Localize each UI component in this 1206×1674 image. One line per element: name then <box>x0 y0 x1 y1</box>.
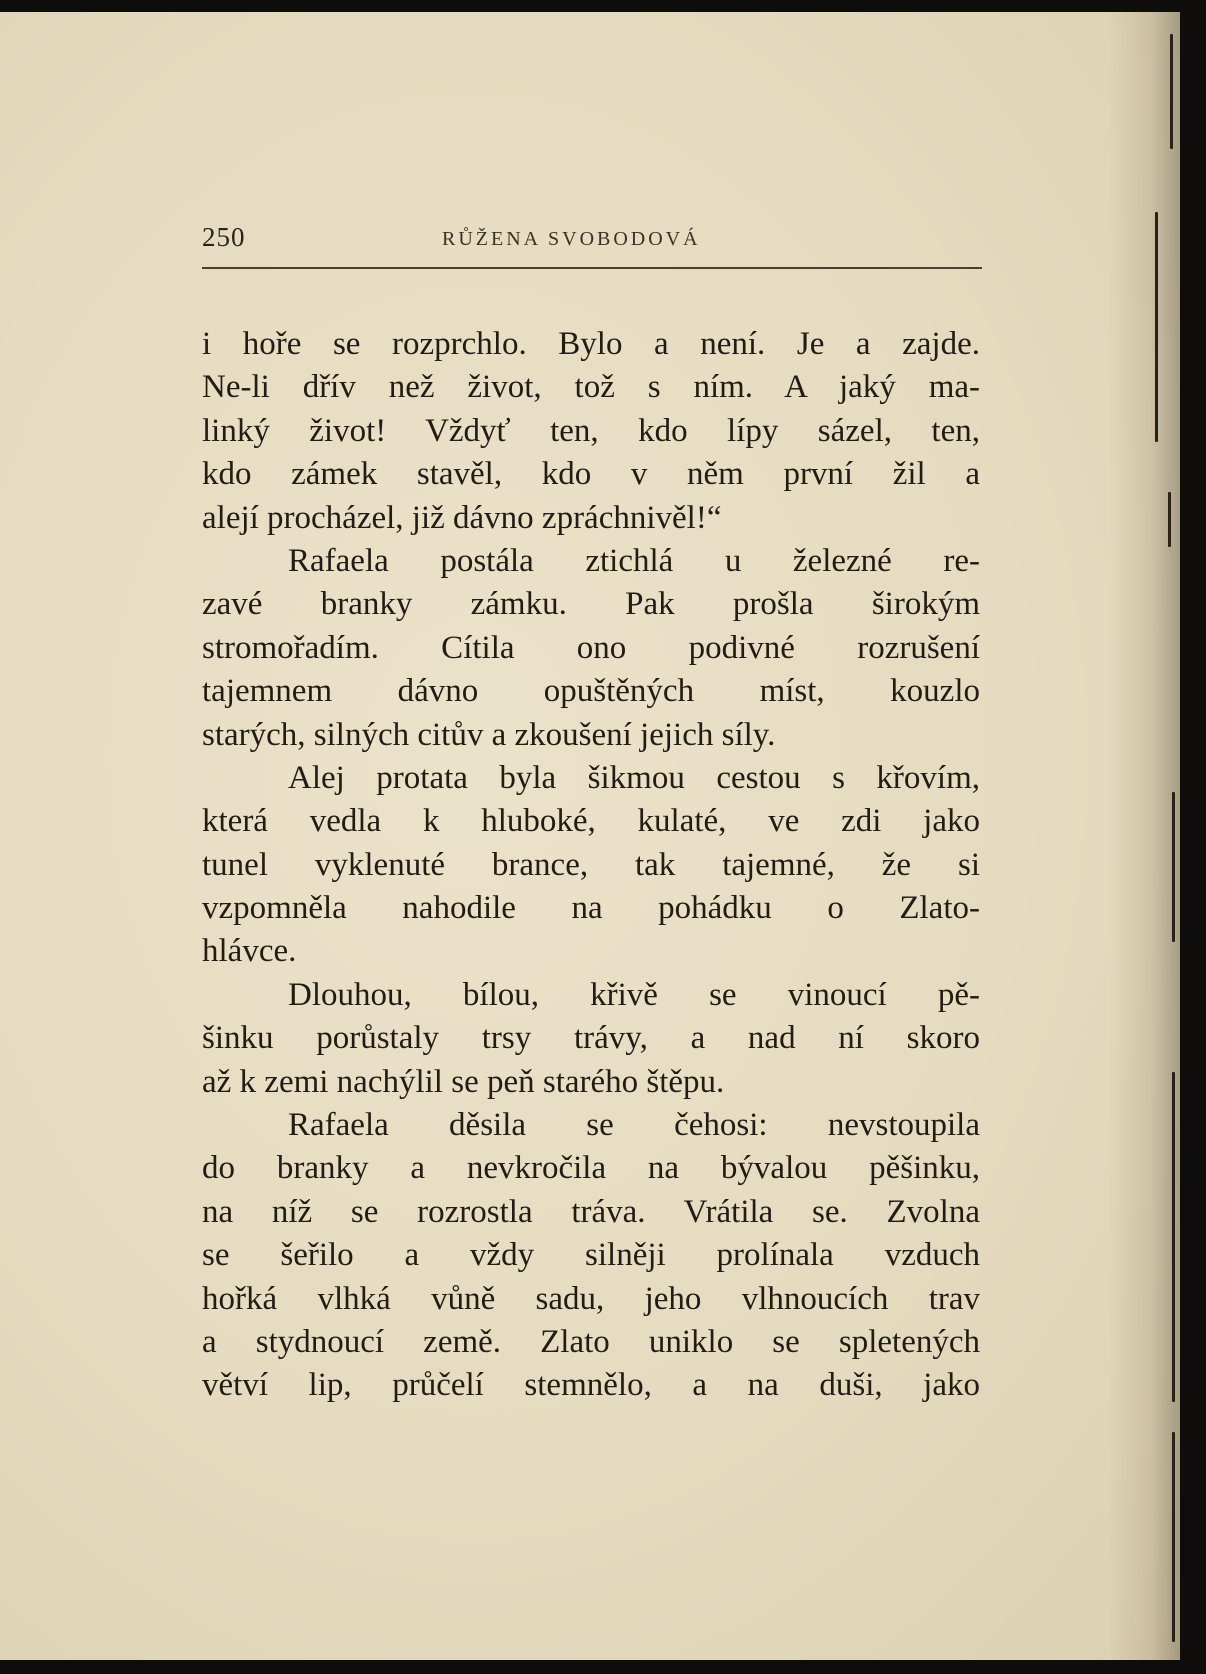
text-line: stromořadím. Cítila ono podivné rozrušení <box>202 629 980 666</box>
text-line: Alej protata byla šikmou cestou s křovím, <box>288 759 980 796</box>
text-line: alejí procházel, již dávno zpráchnivěl!“ <box>202 499 722 536</box>
body-text <box>202 323 980 1408</box>
text-line: starých, silných citův a zkoušení jejich síly. <box>202 716 776 753</box>
text-line: hlávce. <box>202 933 297 970</box>
text-line: do branky a nevkročila na bývalou pěšinku, <box>202 1150 980 1187</box>
text-line: tajemnem dávno opuštěných míst, kouzlo <box>202 673 980 710</box>
text-line: zavé branky zámku. Pak prošla širokým <box>202 586 980 623</box>
text-line: až k zemi nachýlil se peň starého štěpu. <box>202 1063 725 1100</box>
page-number: 250 <box>202 222 246 252</box>
text-line: tunel vyklenuté brance, tak tajemné, že si <box>202 846 980 883</box>
binding-mark <box>1170 34 1173 149</box>
text-line: kdo zámek stavěl, kdo v něm první žil a <box>202 456 980 493</box>
text-line: se šeřilo a vždy silněji prolínala vzduch <box>202 1237 980 1274</box>
binding-mark <box>1172 1072 1175 1402</box>
text-line: větví lip, průčelí stemnělo, a na duši, jako <box>202 1367 980 1404</box>
header-rule <box>202 267 982 269</box>
text-line: na níž se rozrostla tráva. Vrátila se. Zvolna <box>202 1193 980 1230</box>
text-line: hořká vlhká vůně sadu, jeho vlhnoucích trav <box>202 1280 980 1317</box>
text-line: Rafaela děsila se čehosi: nevstoupila <box>288 1107 980 1144</box>
text-line: Dlouhou, bílou, křivě se vinoucí pě- <box>288 976 980 1013</box>
page-header <box>202 212 982 258</box>
text-line: vzpomněla nahodile na pohádku o Zlato- <box>202 890 980 927</box>
text-line: šinku porůstaly trsy trávy, a nad ní skoro <box>202 1020 980 1057</box>
text-line: Ne-li dřív než život, tož s ním. A jaký ma- <box>202 369 980 406</box>
text-line: linký život! Vždyť ten, kdo lípy sázel, ten, <box>202 412 980 449</box>
text-line: Rafaela postála ztichlá u železné re- <box>288 542 980 579</box>
page-edge-shadow <box>1108 12 1180 1660</box>
text-line: i hoře se rozprchlo. Bylo a není. Je a zajde. <box>202 326 980 362</box>
binding-mark <box>1155 212 1158 442</box>
running-head: RŮŽENA SVOBODOVÁ <box>442 228 701 250</box>
text-line: která vedla k hluboké, kulaté, ve zdi jako <box>202 803 980 840</box>
binding-mark <box>1168 492 1171 547</box>
binding-mark <box>1172 1432 1175 1642</box>
text-line: a stydnoucí země. Zlato uniklo se spletených <box>202 1323 980 1360</box>
binding-mark <box>1172 792 1175 942</box>
